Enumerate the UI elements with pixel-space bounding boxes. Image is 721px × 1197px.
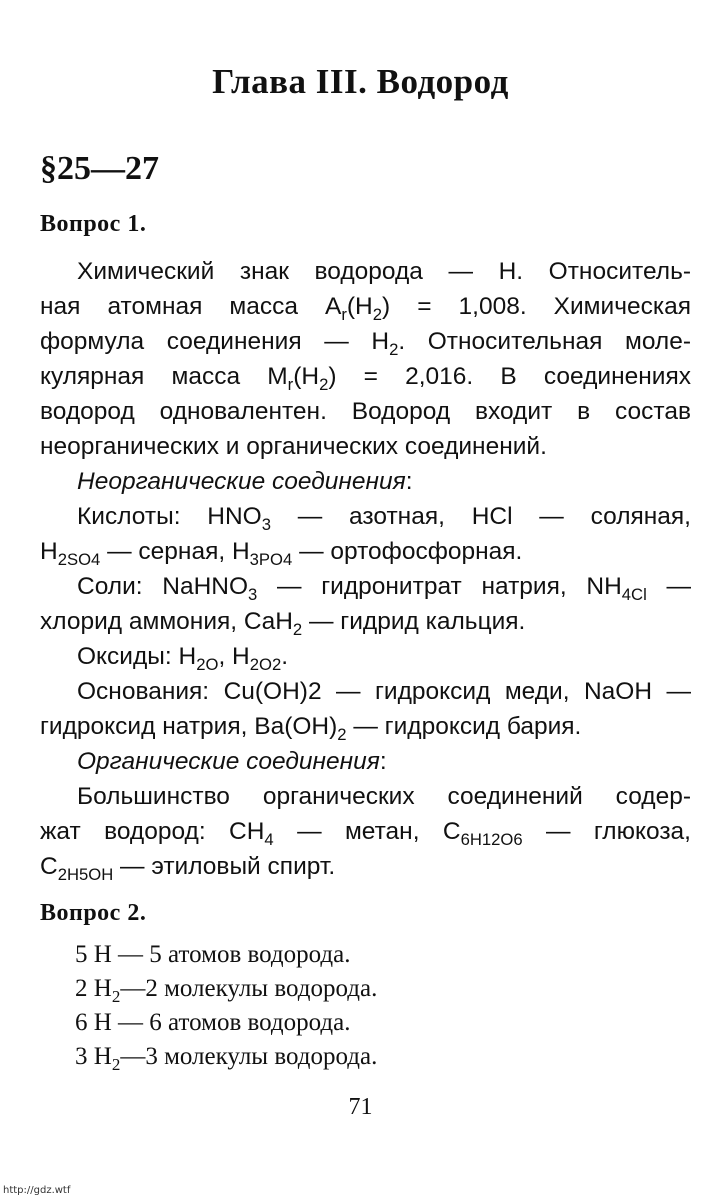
organic-line: жат водород: $CH_4$ — метан, $C_{6H12O6}$ — глюкоза, [40,818,691,849]
list-item: 6 H — 6 атомов водорода. [75,1009,351,1036]
inorganic-line: Основания: Cu(OH)2 — гидроксид меди, NaOH — [77,678,691,705]
page-number: 71 [348,1094,373,1120]
question-1-heading: Вопрос 1. [40,211,147,237]
inorganic-heading: Неорганические соединения: [77,468,413,495]
inorganic-line: $H_{2SO4}$ — серная, $H_{3PO4}$ — ортофосфорная. [40,538,523,569]
inorganic-heading-text: Неорганические соединения [77,468,406,495]
organic-line: Большинство органических соединений содер- [77,783,691,810]
paragraph-line: водород одновалентен. Водород входит в состав [40,398,691,425]
organic-line: $C_{2H5OH}$ — этиловый спирт. [40,853,336,884]
paragraph-line: ная атомная масса $A_r(H_2) = 1,008$. Химическая [40,293,691,324]
paragraph-line: формула соединения — $H_2$. Относительная моле- [40,328,691,359]
list-item: 5 H — 5 атомов водорода. [75,941,351,968]
question-2-answer [75,938,721,1074]
list-item: 2 $H_2—2$ молекулы водорода. [75,975,378,1006]
inorganic-line: Кислоты: $HNO_3$ — азотная, HCl — соляная, [77,503,691,534]
inorganic-line: Оксиды: $H_{2O}$, $H_{2O2}$. [77,643,289,674]
organic-heading-text: Органические соединения [77,748,380,775]
question-2-heading: Вопрос 2. [40,900,147,926]
section-title: §25—27 [40,150,159,187]
inorganic-line: Соли: NaHNO$_3$ — гидронитрат натрия, $NH_{4Cl}$ — [77,573,692,604]
paragraph-line: неорганических и органических соединений. [40,433,547,460]
watermark[interactable]: http://gdz.wtf [3,1185,71,1196]
organic-heading: Органические соединения: [77,748,387,775]
paragraph-line: кулярная масса $M_r(H_2) = 2,016$. В соединениях [40,363,692,394]
question-1-answer [40,254,691,884]
inorganic-line: хлорид аммония, CaH$_2$ — гидрид кальция. [40,608,526,639]
paragraph-line: Химический знак водорода — H. Относитель- [77,258,691,285]
inorganic-line: гидроксид натрия, $Ba(OH)_2$ — гидроксид бария. [40,713,582,744]
list-item: 3 $H_2—3$ молекулы водорода. [75,1043,378,1074]
chapter-title: Глава III. Водород [212,62,509,101]
